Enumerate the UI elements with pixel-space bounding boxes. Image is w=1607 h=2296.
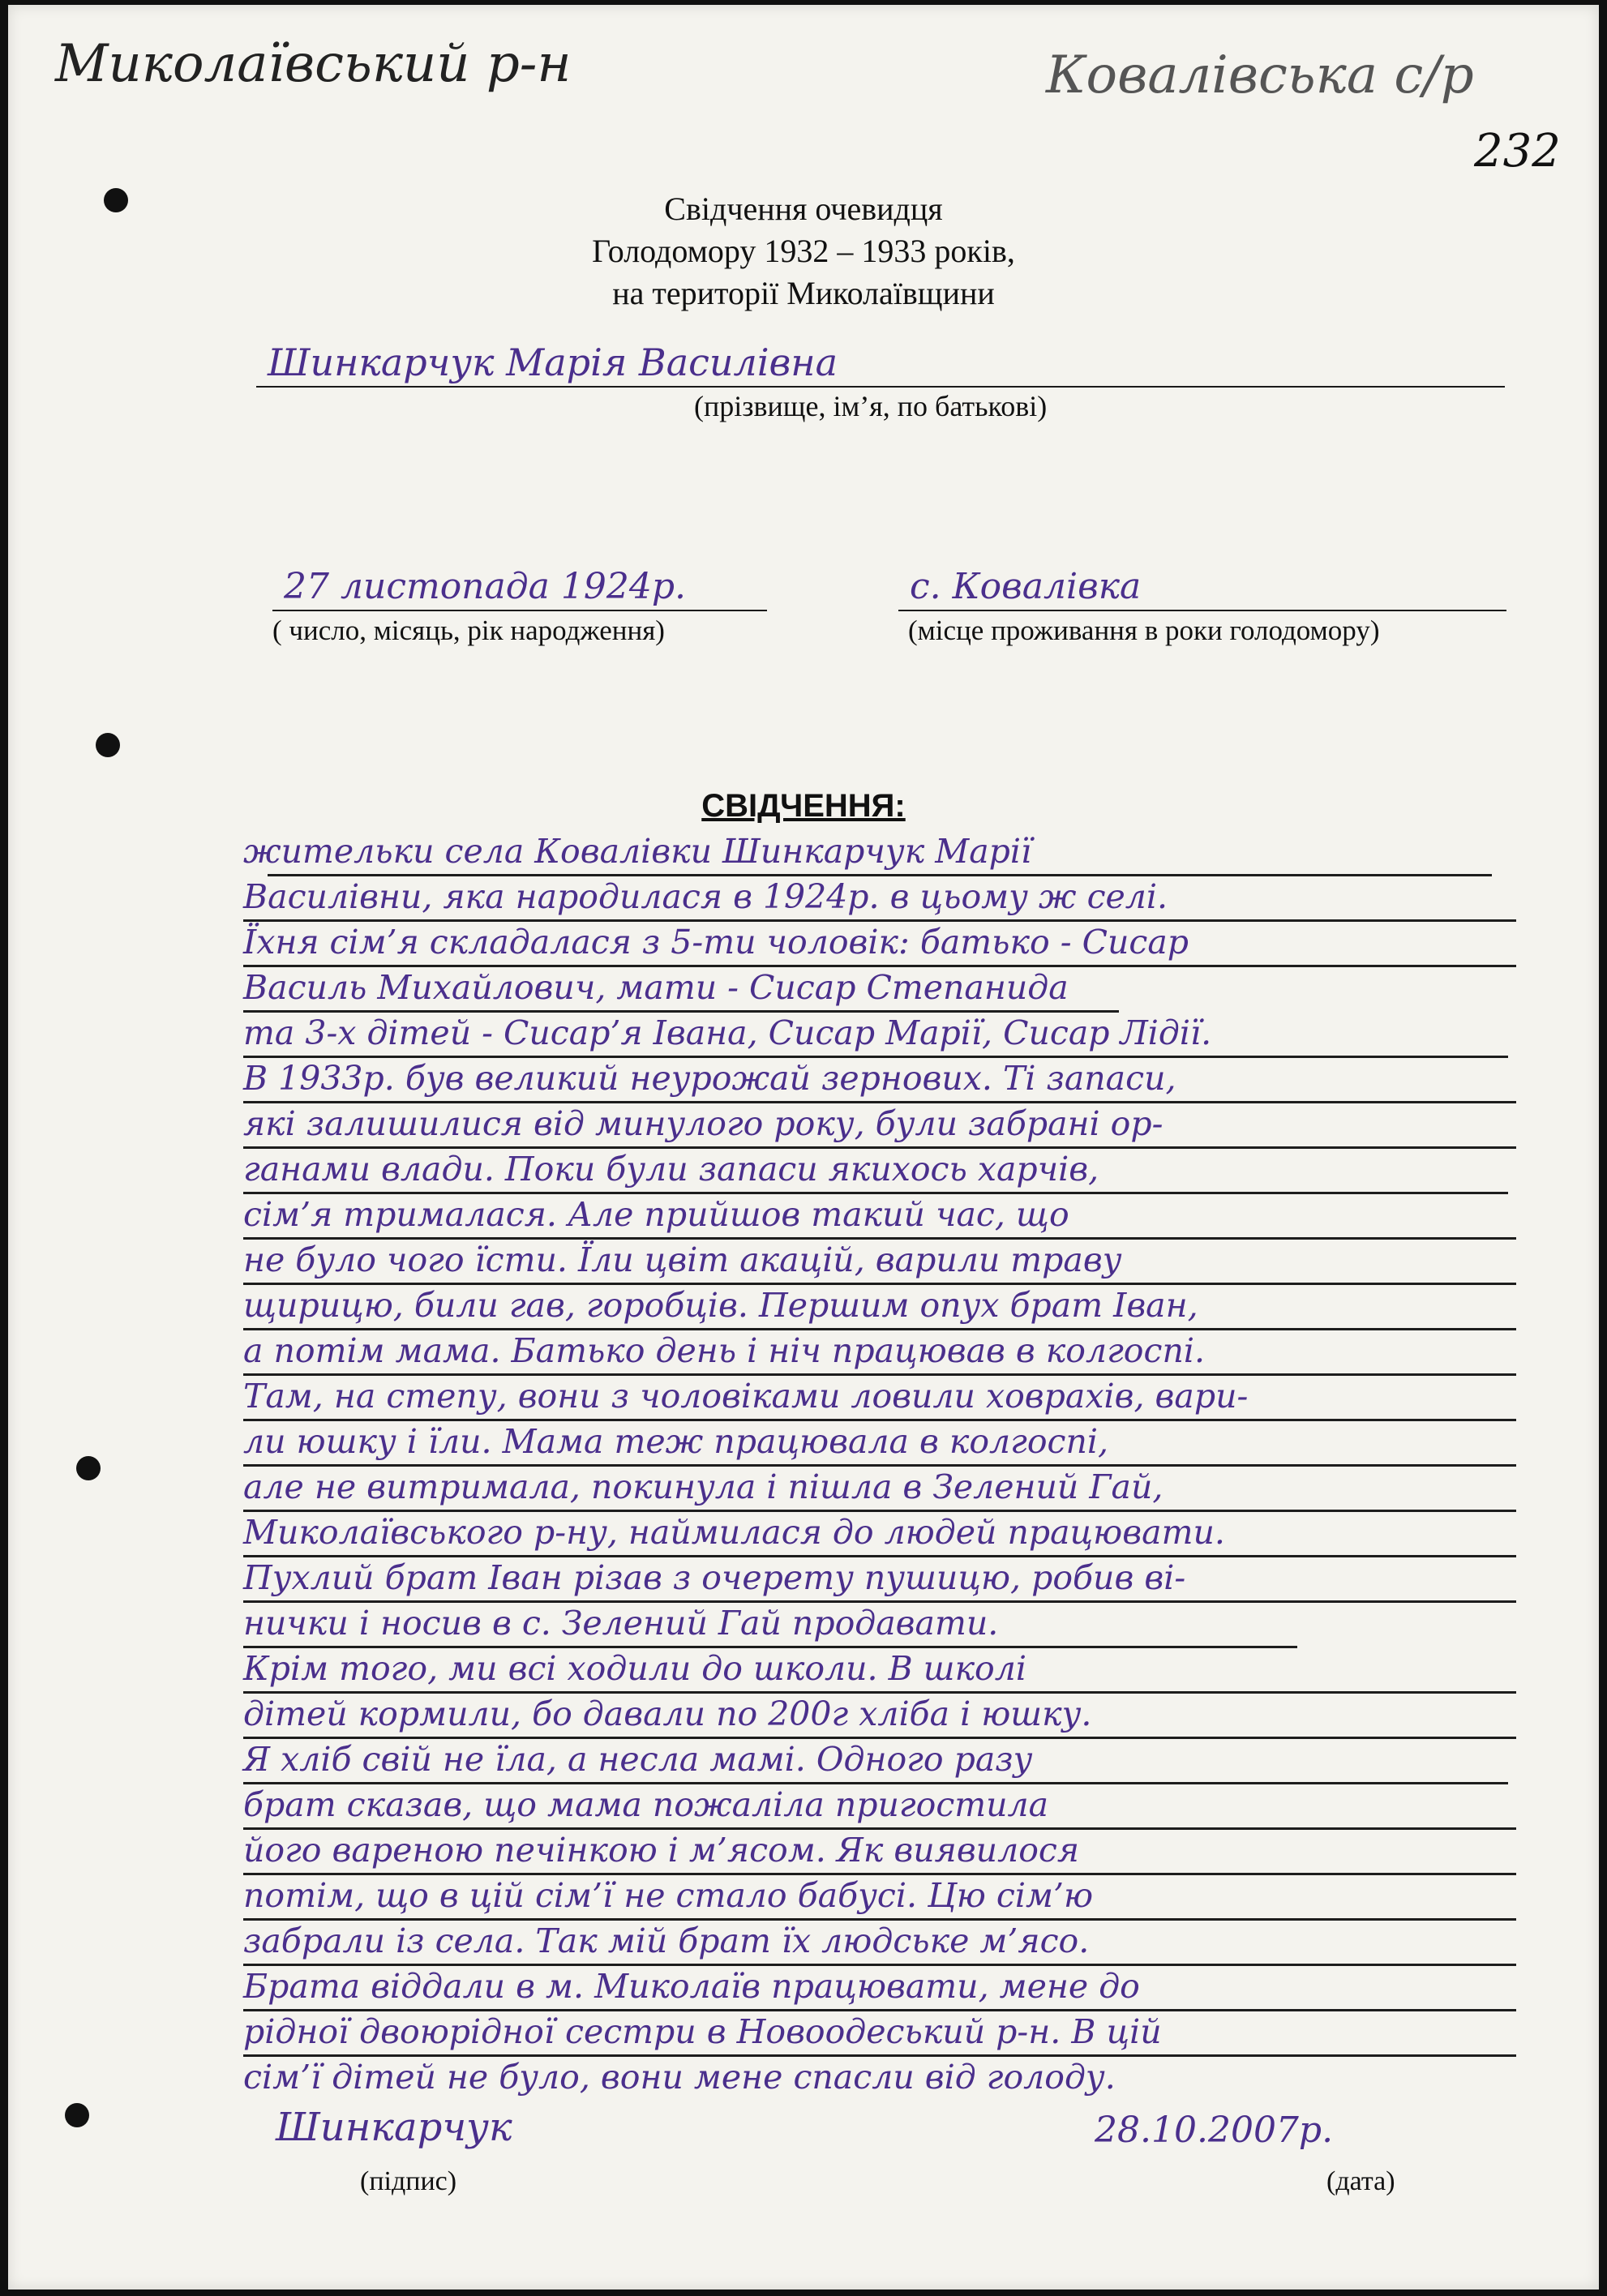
birth-caption: ( число, місяць, рік народження) xyxy=(272,615,665,646)
ruled-line xyxy=(243,1964,1516,1966)
testimony-line: забрали із села. Так мій брат їх людське м’ясо. xyxy=(243,1921,1090,1960)
testimony-line: не було чого їсти. Їли цвіт акацій, варили траву xyxy=(243,1240,1122,1279)
testimony-line: але не витримала, покинула і пішла в Зелений Гай, xyxy=(243,1467,1163,1506)
title-line-3: на території Миколаївщини xyxy=(612,275,995,311)
testimony-line: ганами влади. Поки були запаси якихось харчів, xyxy=(243,1150,1099,1189)
birth-rule xyxy=(272,610,767,611)
testimony-line: брат сказав, що мама пожаліла пригостила xyxy=(243,1785,1049,1824)
punch-hole xyxy=(65,2103,89,2127)
date-caption: (дата) xyxy=(1326,2166,1395,2196)
ruled-line xyxy=(243,1600,1516,1603)
person-name: Шинкарчук Марія Василівна xyxy=(268,341,838,384)
ruled-line xyxy=(243,1283,1516,1285)
residence-caption: (місце проживання в роки голодомору) xyxy=(908,615,1380,646)
residence-rule xyxy=(898,610,1506,611)
ruled-line xyxy=(243,1873,1516,1875)
ruled-line xyxy=(243,1101,1516,1103)
ruled-line xyxy=(243,965,1516,967)
ruled-line xyxy=(243,1056,1508,1058)
ruled-line xyxy=(243,919,1516,922)
testimony-heading: СВІДЧЕННЯ: xyxy=(701,788,906,824)
testimony-line: ли юшку і їли. Мама теж працювала в колгоспі, xyxy=(243,1422,1109,1461)
testimony-line: щирицю, били гав, горобців. Першим опух брат Іван, xyxy=(243,1286,1198,1325)
ruled-line xyxy=(243,1691,1516,1694)
district-note: Миколаївський р-н xyxy=(55,34,572,94)
testimony-line: Крім того, ми всі ходили до школи. В школі xyxy=(243,1649,1026,1688)
signature: Шинкарчук xyxy=(276,2105,512,2150)
ruled-line xyxy=(243,1737,1516,1739)
name-rule xyxy=(256,386,1505,388)
ruled-line xyxy=(243,1555,1516,1557)
ruled-line xyxy=(243,1918,1516,1921)
ruled-line xyxy=(243,1010,1119,1013)
ruled-line xyxy=(243,1146,1516,1149)
testimony-line: а потім мама. Батько день і ніч працював в колгоспі. xyxy=(243,1331,1205,1370)
residence-place: с. Ковалівка xyxy=(910,566,1142,607)
ruled-line xyxy=(268,874,1492,876)
ruled-line xyxy=(243,1373,1516,1376)
testimony-line: сім’я трималася. Але прийшов такий час, що xyxy=(243,1195,1069,1234)
testimony-line: Брата віддали в м. Миколаїв працювати, мене до xyxy=(243,1967,1140,2006)
testimony-line: які залишилися від минулого року, були забрані ор- xyxy=(243,1104,1163,1143)
ruled-line xyxy=(243,1510,1516,1512)
testimony-line: Василь Михайлович, мати - Сисар Степанида xyxy=(243,968,1069,1007)
ruled-line xyxy=(243,2009,1516,2011)
testimony-line: Там, на степу, вони з чоловіками ловили ховрахів, вари- xyxy=(243,1377,1249,1416)
ruled-line xyxy=(243,2054,1516,2057)
ruled-line xyxy=(243,1646,1297,1648)
testimony-line: нички і носив в с. Зелений Гай продавати. xyxy=(243,1604,999,1643)
testimony-line: потім, що в цій сім’ї не стало бабусі. Цю сім’ю xyxy=(243,1876,1094,1915)
testimony-line: В 1933р. був великий неурожай зернових. Ті запаси, xyxy=(243,1059,1176,1098)
ruled-line xyxy=(243,1464,1516,1467)
testimony-line: жительки села Ковалівки Шинкарчук Марії xyxy=(243,832,1032,871)
title-line-2: Голодомору 1932 – 1933 років, xyxy=(592,233,1015,269)
testimony-line: сім’ї дітей не було, вони мене спасли від голоду. xyxy=(243,2058,1116,2097)
ruled-line xyxy=(243,1419,1516,1421)
testimony-line: та 3-х дітей - Сисар’я Івана, Сисар Марії, Сисар Лідії. xyxy=(243,1013,1212,1052)
testimony-line: його вареною печінкою і м’ясом. Як виявилося xyxy=(243,1831,1079,1870)
title-line-1: Свідчення очевидця xyxy=(664,191,943,227)
testimony-line: рідної двоюрідної сестри в Новоодеський р-н. В цій xyxy=(243,2012,1162,2051)
name-caption: (прізвище, ім’я, по батькові) xyxy=(694,390,1048,422)
ruled-line xyxy=(243,1827,1516,1830)
village-council-note: Ковалівська с/р xyxy=(1046,45,1474,105)
punch-hole xyxy=(96,733,120,757)
punch-hole xyxy=(76,1456,101,1480)
testimony-line: Миколаївського р-ну, наймилася до людей працювати. xyxy=(243,1513,1225,1552)
testimony-line: дітей кормили, бо давали по 200г хліба і юшку. xyxy=(243,1694,1092,1733)
birth-date: 27 листопада 1924р. xyxy=(284,566,686,607)
testimony-line: Їхня сім’я складалася з 5-ти чоловік: батько - Сисар xyxy=(243,923,1189,962)
document-page xyxy=(8,5,1599,2290)
signing-date: 28.10.2007р. xyxy=(1095,2110,1334,2151)
ruled-line xyxy=(243,1328,1516,1330)
testimony-line: Василівни, яка народилася в 1924р. в цьому ж селі. xyxy=(243,877,1168,916)
ruled-line xyxy=(243,1237,1516,1240)
ruled-line xyxy=(243,1782,1508,1784)
signature-caption: (підпис) xyxy=(360,2166,457,2196)
folio-number: 232 xyxy=(1474,125,1561,178)
ruled-line xyxy=(243,1192,1508,1194)
testimony-line: Я хліб свій не їла, а несла мамі. Одного разу xyxy=(243,1740,1033,1779)
testimony-line: Пухлий брат Іван різав з очерету пушицю, робив ві- xyxy=(243,1558,1186,1597)
